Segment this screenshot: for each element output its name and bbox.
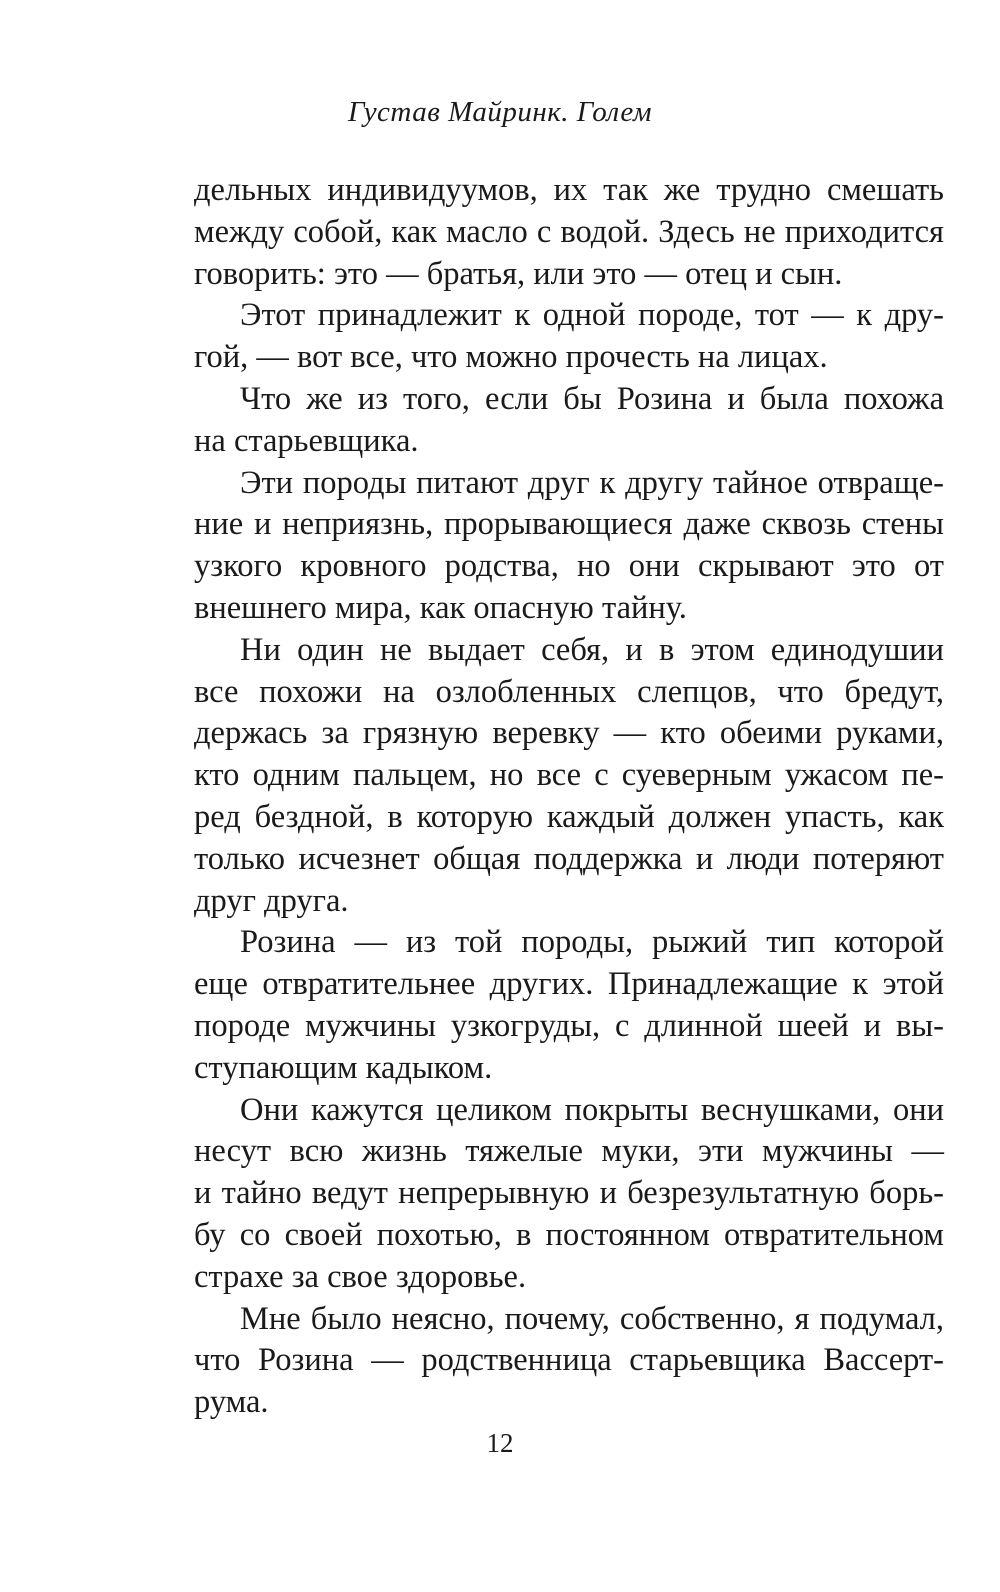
paragraph [194, 1299, 944, 1424]
text-line: несут всю жизнь тяжелые муки, эти мужчины — [194, 1133, 944, 1170]
text-line: узкого кровного родства, но они скрывают это от [194, 548, 944, 585]
text-line: между собой, как масло с водой. Здесь не приходится [194, 213, 944, 250]
paragraph [194, 170, 944, 295]
paragraph [194, 463, 944, 630]
text-line: Ни один не выдает себя, и в этом единодушии [240, 631, 944, 668]
text-line: дельных индивидуумов, их так же трудно смешать [194, 172, 944, 208]
text-line: страхе за свое здоровье. [194, 1258, 527, 1295]
text-line: все похожи на озлобленных слепцов, что бредут, [194, 673, 944, 710]
text-line: ред бездной, в которую каждый должен упасть, как [194, 798, 944, 835]
text-line: держась за грязную веревку — кто обеими руками, [194, 715, 944, 752]
paragraph [194, 922, 944, 1089]
text-line: ступающим кадыком. [194, 1049, 493, 1086]
text-line: Эти породы питают друг к другу тайное отвраще- [240, 464, 944, 501]
text-line: гой, — вот все, что можно прочесть на лицах. [194, 339, 828, 376]
text-line: еще отвратительнее других. Принадлежащие к этой [194, 966, 944, 1003]
text-line: ние и неприязнь, прорывающиеся даже сквозь стены [194, 506, 944, 543]
text-line: Они кажутся целиком покрыты веснушками, они [240, 1091, 944, 1128]
text-line: только исчезнет общая поддержка и люди потеряют [194, 840, 944, 877]
text-line: друг друга. [194, 882, 349, 919]
text-line: бу со своей похотью, в постоянном отвратительном [194, 1216, 944, 1253]
text-line: и тайно ведут непрерывную и безрезультатную борь- [194, 1175, 944, 1212]
text-line: кто одним пальцем, но все с суеверным ужасом пе- [194, 757, 944, 794]
page-number: 12 [486, 1428, 514, 1458]
text-line: что Розина — родственница старьевщика Вассерт- [194, 1342, 944, 1379]
text-line: говорить: это — братья, или это — отец и сын. [194, 255, 843, 292]
text-line: внешнего мира, как опасную тайну. [194, 589, 687, 626]
paragraph [194, 379, 944, 463]
text-line: рума. [194, 1384, 269, 1421]
text-line: породе мужчины узкогруды, с длинной шеей и вы- [194, 1007, 944, 1044]
text-line: Мне было неясно, почему, собственно, я подумал, [240, 1300, 944, 1337]
text-line: Розина — из той породы, рыжий тип которой [240, 924, 944, 961]
running-head: Густав Майринк. Голем [347, 96, 653, 128]
text-line: Что же из того, если бы Розина и была похожа [240, 380, 944, 417]
paragraph [194, 630, 944, 923]
paragraph [194, 1090, 944, 1299]
paragraph [194, 295, 944, 379]
body-text [194, 170, 944, 1424]
text-line: на старьевщика. [194, 422, 419, 459]
text-line: Этот принадлежит к одной породе, тот — к дру- [240, 297, 944, 334]
